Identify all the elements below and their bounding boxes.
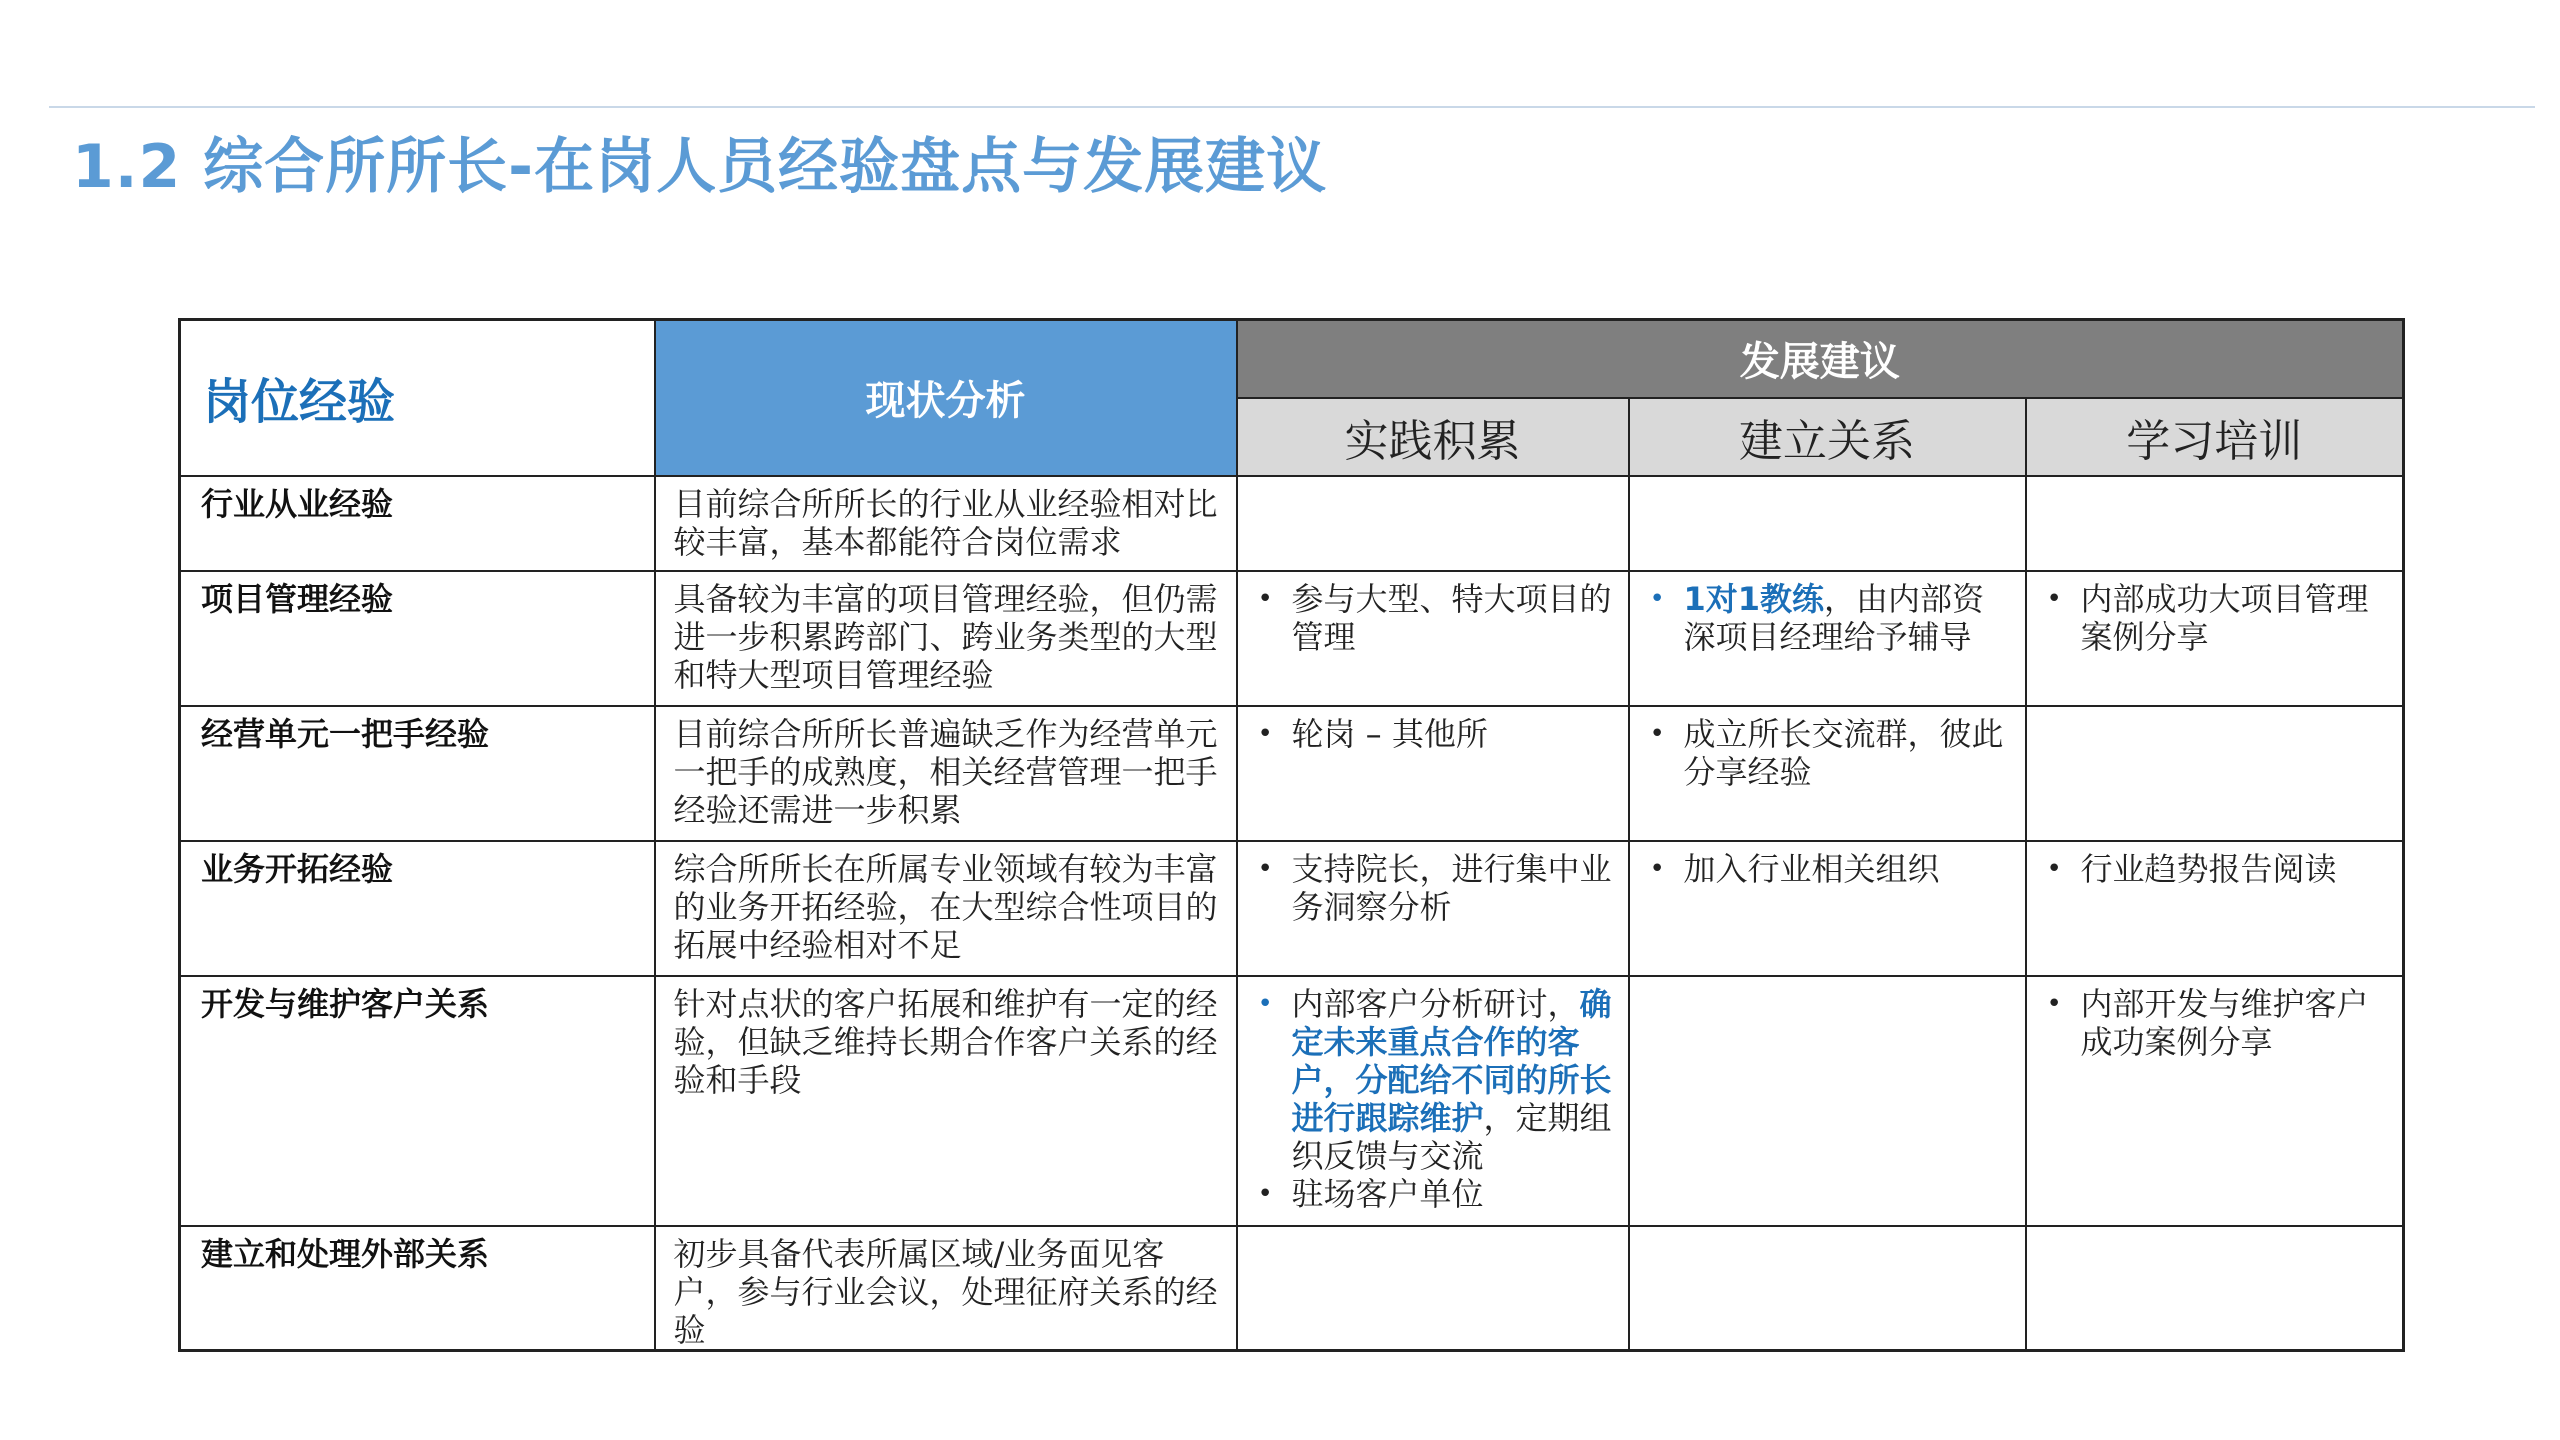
relations-cell xyxy=(1629,976,2026,1226)
training-cell xyxy=(2026,841,2404,976)
relations-cell xyxy=(1629,571,2026,706)
practice-cell xyxy=(1237,476,1629,571)
table-row xyxy=(180,476,2404,571)
status-analysis-cell: 目前综合所所长的行业从业经验相对比较丰富，基本都能符合岗位需求 xyxy=(655,476,1237,571)
practice-bullet-item xyxy=(1252,850,1616,926)
practice-list xyxy=(1252,850,1616,926)
status-analysis-cell: 综合所所长在所属专业领域有较为丰富的业务开拓经验，在大型综合性项目的拓展中经验相对不足 xyxy=(655,841,1237,976)
practice-cell xyxy=(1237,1226,1629,1351)
bullet-text: 内部成功大项目管理案例分享 xyxy=(2080,579,2369,656)
relations-cell xyxy=(1629,706,2026,841)
bullet-dot: • xyxy=(2046,583,2062,614)
training-bullet-item xyxy=(2041,580,2391,656)
top-divider-line xyxy=(49,106,2535,108)
relations-cell xyxy=(1629,1226,2026,1351)
table-body xyxy=(180,476,2404,1351)
practice-cell xyxy=(1237,706,1629,841)
training-cell xyxy=(2026,476,2404,571)
practice-cell xyxy=(1237,571,1629,706)
bullet-text: 参与大型、特大项目的管理 xyxy=(1291,579,1612,656)
practice-bullet-item xyxy=(1252,580,1616,656)
training-cell xyxy=(2026,976,2404,1226)
bullet-dot: • xyxy=(1257,718,1273,749)
practice-bullet-item xyxy=(1252,715,1616,753)
bullet-text: 支持院长，进行集中业务洞察分析 xyxy=(1291,849,1612,926)
training-bullet-item xyxy=(2041,985,2391,1061)
header-experience: 岗位经验 xyxy=(180,320,655,476)
table-row xyxy=(180,841,2404,976)
page-title: 1.2 综合所所长-在岗人员经验盘点与发展建议 xyxy=(72,132,1328,202)
row-label-experience: 开发与维护客户关系 xyxy=(180,976,655,1226)
training-list xyxy=(2041,580,2391,656)
row-label-experience: 经营单元一把手经验 xyxy=(180,706,655,841)
training-cell xyxy=(2026,571,2404,706)
table-row xyxy=(180,1226,2404,1351)
bullet-text: 行业趋势报告阅读 xyxy=(2080,849,2337,888)
status-analysis-cell: 具备较为丰富的项目管理经验，但仍需进一步积累跨部门、跨业务类型的大型和特大型项目管理经验 xyxy=(655,571,1237,706)
relations-bullet-item xyxy=(1644,850,2013,888)
relations-list xyxy=(1644,580,2013,656)
practice-bullet-item xyxy=(1252,1175,1616,1213)
practice-list xyxy=(1252,580,1616,656)
row-label-experience: 建立和处理外部关系 xyxy=(180,1226,655,1351)
header-status-analysis: 现状分析 xyxy=(655,320,1237,476)
bullet-dot: • xyxy=(1257,583,1273,614)
relations-list xyxy=(1644,850,2013,888)
practice-bullet-item xyxy=(1252,985,1616,1175)
bullet-dot: • xyxy=(1257,853,1273,884)
row-label-experience: 行业从业经验 xyxy=(180,476,655,571)
status-analysis-cell: 目前综合所所长普遍缺乏作为经营单元一把手的成熟度，相关经营管理一把手经验还需进一步积累 xyxy=(655,706,1237,841)
practice-list xyxy=(1252,985,1616,1213)
row-label-experience: 业务开拓经验 xyxy=(180,841,655,976)
bullet-dot: • xyxy=(1649,718,1665,749)
relations-bullet-item xyxy=(1644,715,2013,791)
table-row xyxy=(180,571,2404,706)
table-row xyxy=(180,706,2404,841)
bullet-highlight-text: 1对1教练 xyxy=(1683,579,1825,618)
relations-cell xyxy=(1629,841,2026,976)
bullet-dot: • xyxy=(1649,583,1665,614)
practice-list xyxy=(1252,715,1616,753)
training-list xyxy=(2041,850,2391,888)
bullet-text: ，定期组织反馈与交流 xyxy=(1291,1098,1612,1175)
bullet-dot: • xyxy=(1649,853,1665,884)
experience-development-table xyxy=(178,318,2405,1352)
header-development-suggestions: 发展建议 xyxy=(1237,320,2404,398)
bullet-text: 成立所长交流群，彼此分享经验 xyxy=(1683,714,2004,791)
training-cell xyxy=(2026,1226,2404,1351)
practice-cell xyxy=(1237,976,1629,1226)
status-analysis-cell: 针对点状的客户拓展和维护有一定的经验，但缺乏维持长期合作客户关系的经验和手段 xyxy=(655,976,1237,1226)
bullet-text: ，由内部资深项目经理给予辅导 xyxy=(1683,579,1985,656)
bullet-text: 轮岗 – 其他所 xyxy=(1291,714,1488,753)
practice-cell xyxy=(1237,841,1629,976)
training-cell xyxy=(2026,706,2404,841)
bullet-dot: • xyxy=(1257,1178,1273,1209)
bullet-text: 驻场客户单位 xyxy=(1291,1174,1484,1213)
bullet-highlight-text: 确定未来重点合作的客户，分配给不同的所长进行跟踪维护 xyxy=(1291,984,1612,1137)
status-analysis-cell: 初步具备代表所属区域/业务面见客户，参与行业会议，处理征府关系的经验 xyxy=(655,1226,1237,1351)
bullet-dot: • xyxy=(1257,988,1273,1019)
header-practice: 实践积累 xyxy=(1237,398,1629,476)
bullet-dot: • xyxy=(2046,853,2062,884)
bullet-text: 内部开发与维护客户成功案例分享 xyxy=(2080,984,2369,1061)
table-row xyxy=(180,976,2404,1226)
bullet-text: 加入行业相关组织 xyxy=(1683,849,1940,888)
header-training: 学习培训 xyxy=(2026,398,2404,476)
header-relations: 建立关系 xyxy=(1629,398,2026,476)
training-list xyxy=(2041,985,2391,1061)
bullet-dot: • xyxy=(2046,988,2062,1019)
row-label-experience: 项目管理经验 xyxy=(180,571,655,706)
relations-list xyxy=(1644,715,2013,791)
training-bullet-item xyxy=(2041,850,2391,888)
bullet-text: 内部客户分析研讨， xyxy=(1291,984,1580,1023)
relations-cell xyxy=(1629,476,2026,571)
relations-bullet-item xyxy=(1644,580,2013,656)
